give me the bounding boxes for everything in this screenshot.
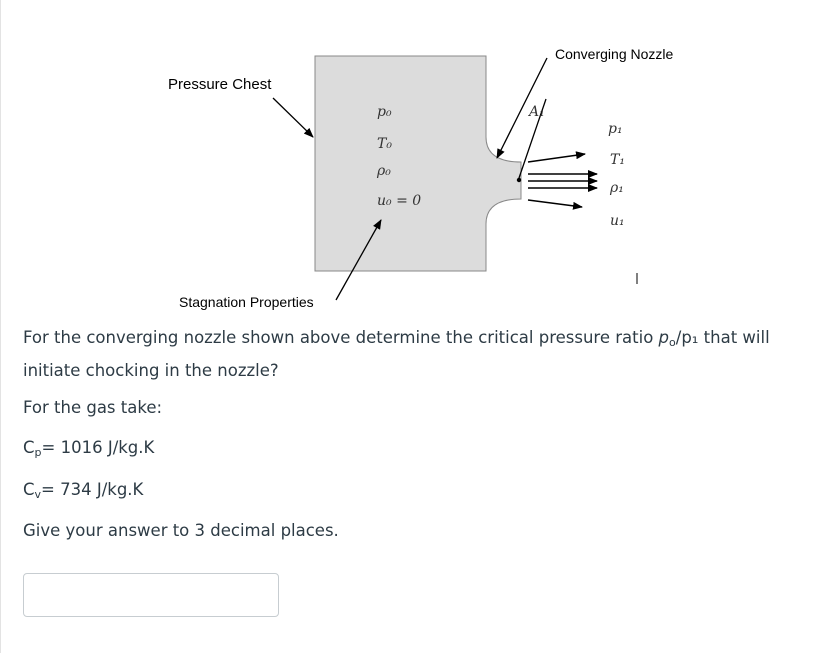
question-text	[23, 324, 823, 385]
chest-temperature-label: T₀	[377, 136, 392, 152]
cp-value: = 1016 J/kg.K	[41, 438, 155, 457]
exit-area-label: A₁	[529, 104, 545, 120]
gas-intro: For the gas take:	[23, 398, 163, 417]
exit-velocity-label: u₁	[610, 213, 625, 229]
flow-arrow	[528, 154, 585, 162]
cv-subscript: v	[34, 488, 42, 501]
exit-area-point	[517, 178, 521, 182]
cp-subscript: p	[34, 446, 42, 459]
chest-pressure-label: p₀	[377, 104, 392, 120]
cp-symbol: C	[23, 438, 35, 457]
exit-pressure-label: p₁	[608, 121, 623, 137]
flow-arrow	[528, 200, 582, 207]
ratio-p: p	[658, 328, 670, 347]
exit-temperature-label: T₁	[610, 152, 625, 168]
chest-density-label: ρ₀	[377, 163, 391, 179]
exit-density-label: ρ₁	[610, 180, 624, 196]
cv-symbol: C	[23, 480, 35, 499]
question-end: that will initiate chocking in the nozzle?	[23, 328, 770, 380]
ratio-sub: o	[669, 336, 676, 349]
pressure-chest-label: Pressure Chest	[168, 76, 272, 93]
cp-value-line	[23, 434, 823, 467]
question-start: For the converging nozzle shown above determine the critical pressure ratio	[23, 328, 659, 347]
cv-value-line	[23, 476, 823, 509]
nozzle-diagram	[0, 0, 836, 320]
chest-velocity-label: u₀ = 0	[377, 193, 422, 209]
pressure-chest-shape	[315, 56, 521, 271]
converging-nozzle-label: Converging Nozzle	[555, 46, 674, 62]
cv-value: = 734 J/kg.K	[41, 480, 144, 499]
answer-input[interactable]	[23, 573, 279, 617]
answer-instruction: Give your answer to 3 decimal places.	[23, 521, 339, 540]
ratio-rest: /p₁	[675, 328, 699, 347]
stagnation-properties-label: Stagnation Properties	[179, 294, 314, 310]
pressure-chest-arrow	[273, 98, 313, 137]
